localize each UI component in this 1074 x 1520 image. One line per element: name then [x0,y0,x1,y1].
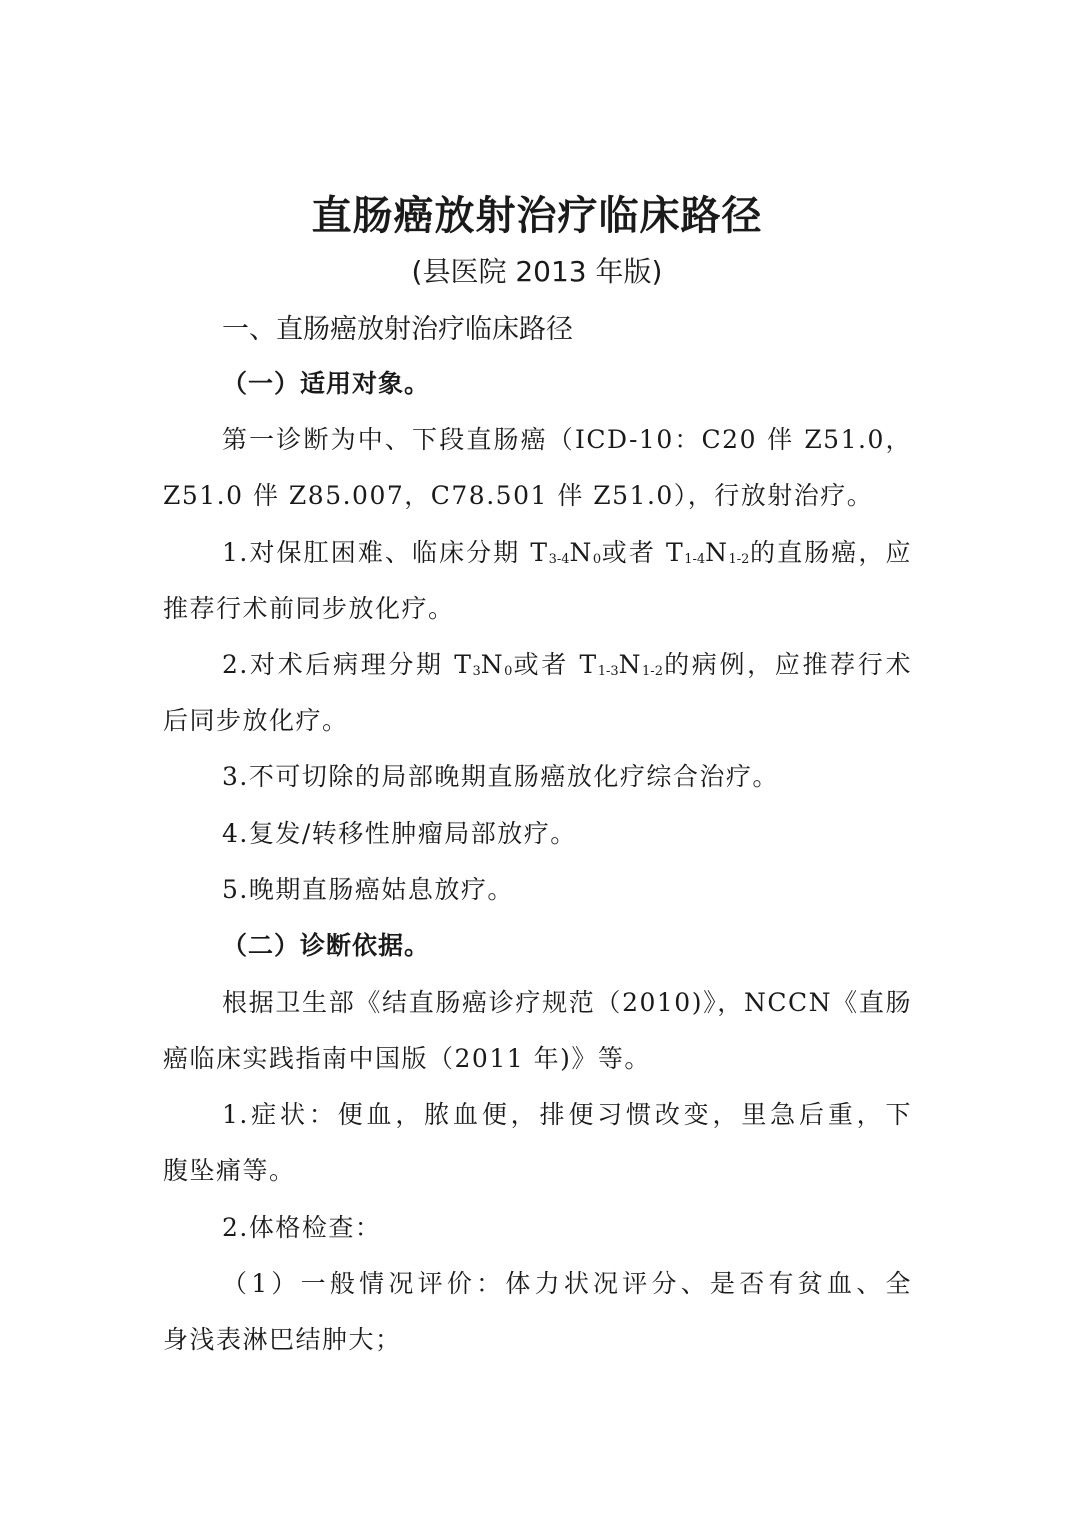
paragraph-line: 根据卫生部《结直肠癌诊疗规范（2010)》，NCCN《直肠 [222,988,912,1017]
list-item-4: 4.复发/转移性肿瘤局部放疗。 [222,819,577,848]
paragraph-line: 第一诊断为中、下段直肠癌（ICD-10：C20 伴 Z51.0， [222,425,912,454]
section-heading-1: 一、直肠癌放射治疗临床路径 [222,314,573,345]
diagnosis-item-1: 1.症状：便血，脓血便，排便习惯改变，里急后重，下 [222,1100,912,1129]
document-subtitle: (县医院 2013 年版) [411,255,663,288]
paragraph-line: Z51.0 伴 Z85.007，C78.501 伴 Z51.0），行放射治疗。 [163,481,874,510]
diagnosis-item-2-1: （1）一般情况评价：体力状况评分、是否有贫血、全 [222,1269,912,1298]
paragraph-line: 推荐行术前同步放化疗。 [163,594,455,623]
list-item-5: 5.晚期直肠癌姑息放疗。 [222,875,514,904]
subsection-heading-2: （二）诊断依据。 [222,931,431,960]
list-item-3: 3.不可切除的局部晚期直肠癌放化疗综合治疗。 [222,762,779,791]
list-item-2: 2.对术后病理分期 $T_3N_0$或者 $T_{1-3}N_{1-2}$的病例，应推荐行术 [222,650,912,679]
subsection-heading-1: （一）适用对象。 [222,369,431,398]
paragraph-line: 腹坠痛等。 [163,1156,296,1185]
document-title: 直肠癌放射治疗临床路径 [311,193,763,239]
diagnosis-item-2: 2.体格检查： [222,1213,382,1242]
list-item-1: 1.对保肛困难、临床分期 $T_{3-4}N_0$或者 $T_{1-4}N_{1-2}$的直肠癌，应 [222,538,912,567]
paragraph-line: 后同步放化疗。 [163,706,349,735]
paragraph-line: 身浅表淋巴结肿大； [163,1325,402,1354]
paragraph-line: 癌临床实践指南中国版（2011 年)》等。 [163,1044,651,1073]
